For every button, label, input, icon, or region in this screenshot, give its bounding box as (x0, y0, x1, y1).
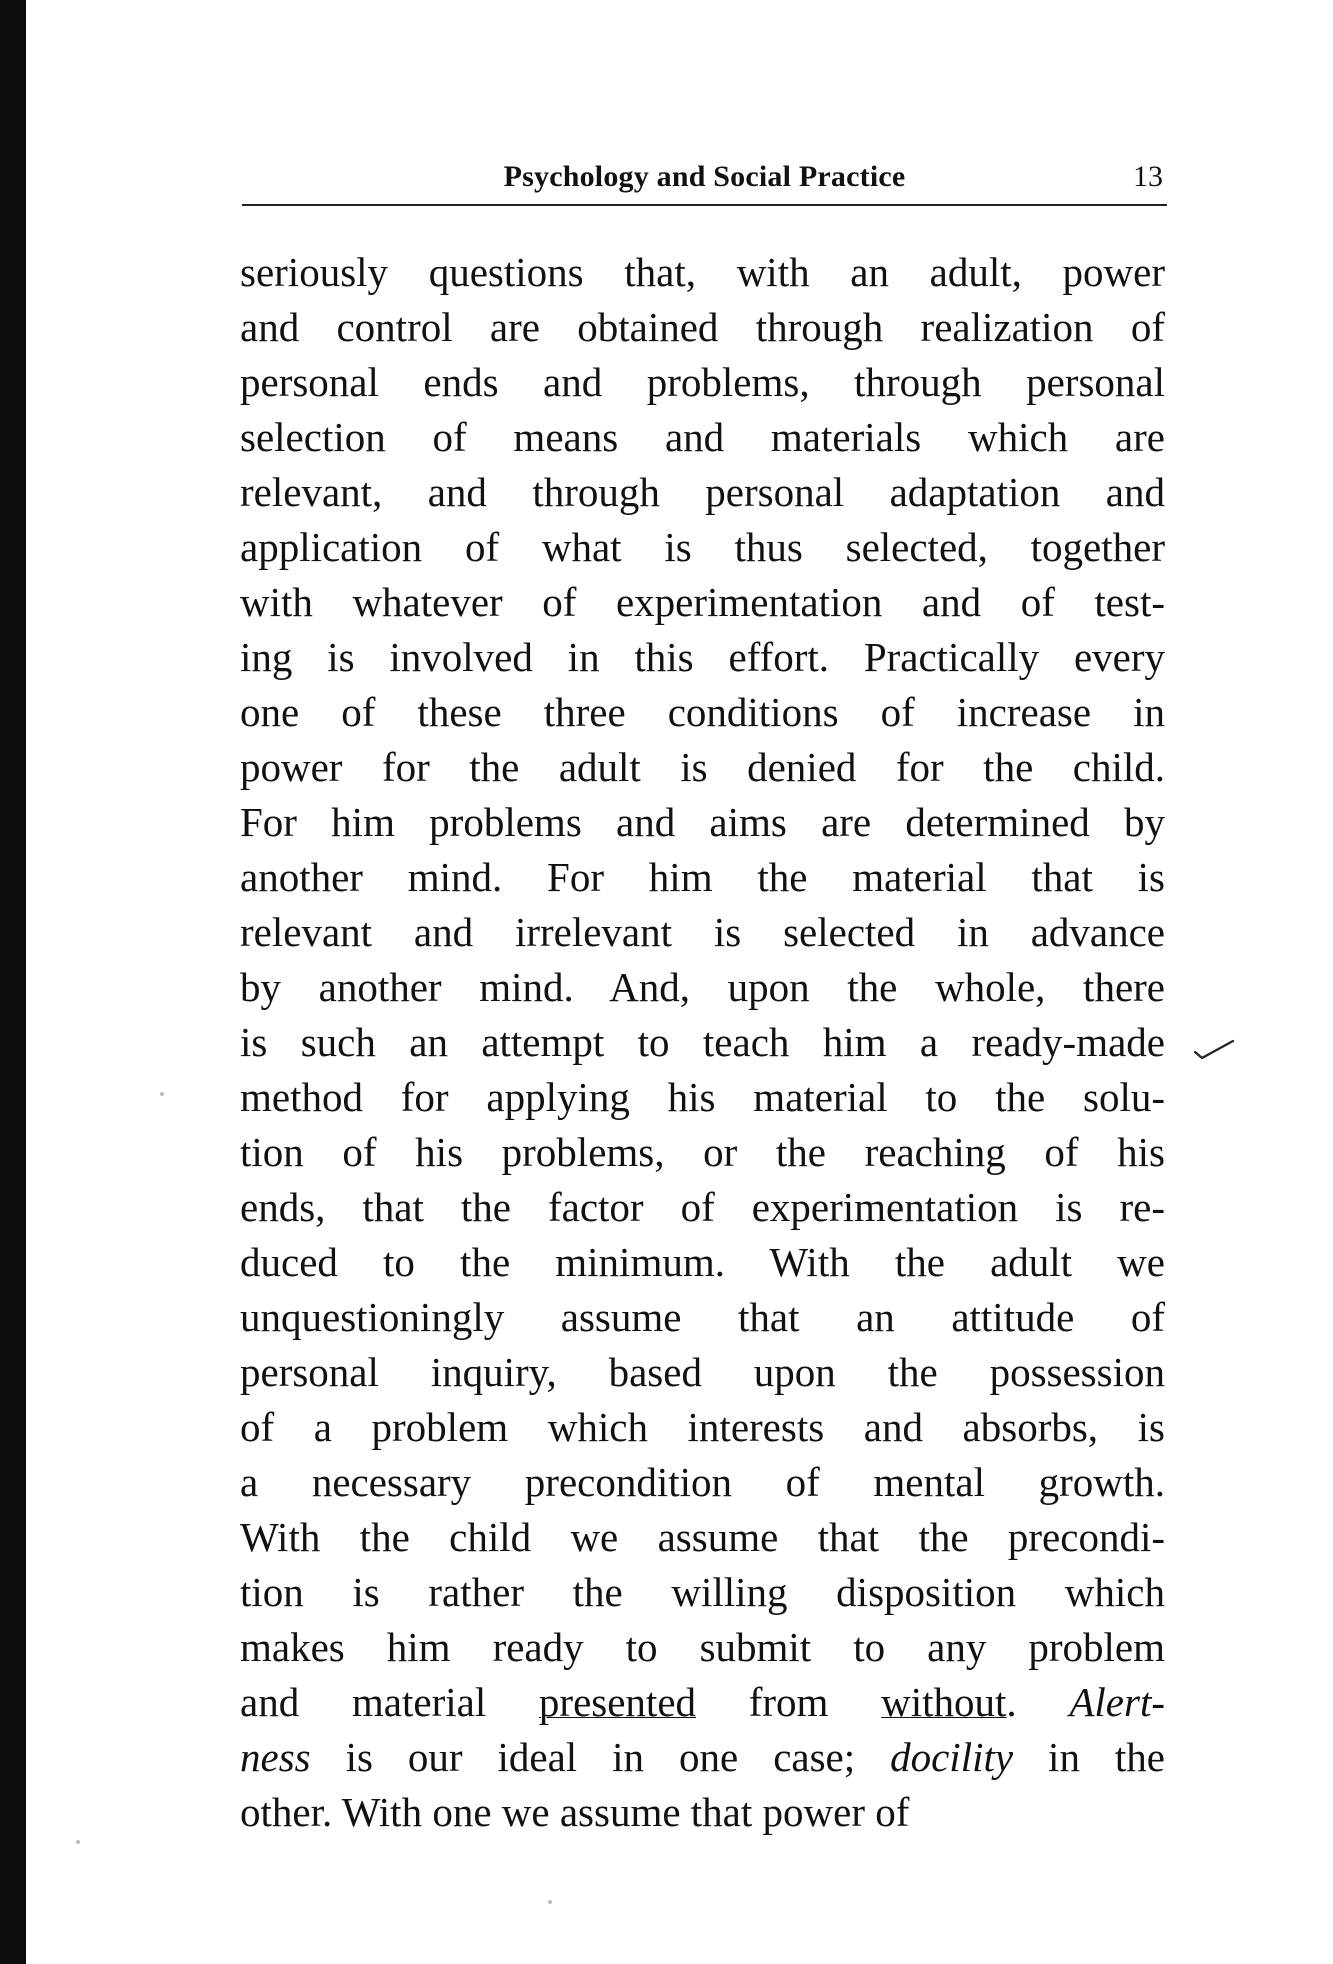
text-line: relevant, and through personal adaptation and (240, 469, 1165, 515)
page-number: 13 (1133, 160, 1163, 193)
text-line: by another mind. And, upon the whole, there (240, 964, 1165, 1010)
body-text (240, 245, 1165, 1840)
text-line: selection of means and materials which are (240, 414, 1165, 460)
text-line: is such an attempt to teach him a ready-made (240, 1019, 1165, 1065)
text-line: other. With one we assume that power of (240, 1789, 910, 1835)
text-line: duced to the minimum. With the adult we (240, 1239, 1165, 1285)
running-title: Psychology and Social Practice (503, 160, 906, 193)
text-line: ing is involved in this effort. Practically every (240, 634, 1165, 680)
line-segment: in the (1013, 1734, 1165, 1780)
text-line: personal inquiry, based upon the possession (240, 1349, 1165, 1395)
text-line: With the child we assume that the precondi- (240, 1514, 1165, 1560)
text-line: makes him ready to submit to any problem (240, 1624, 1165, 1670)
text-line: For him problems and aims are determined by (240, 799, 1165, 845)
text-line: seriously questions that, with an adult, power (240, 249, 1165, 295)
margin-speck (76, 1840, 80, 1844)
text-line: unquestioningly assume that an attitude of (240, 1294, 1165, 1340)
checkmark-icon (1192, 1038, 1236, 1064)
text-line: method for applying his material to the solu- (240, 1074, 1165, 1120)
text-line: and control are obtained through realization of (240, 304, 1165, 350)
text-line: another mind. For him the material that is (240, 854, 1165, 900)
underlined-word-presented: presented (538, 1679, 697, 1725)
running-head (242, 158, 1167, 206)
text-line: application of what is thus selected, together (240, 524, 1165, 570)
text-line (240, 1675, 1165, 1730)
italic-word-docility: docility (890, 1734, 1014, 1780)
italic-word-alertness: Alert- (1069, 1679, 1166, 1725)
text-line: tion of his problems, or the reaching of his (240, 1129, 1165, 1175)
italic-word-ness: ness (240, 1734, 311, 1780)
line-segment: . (1006, 1679, 1070, 1725)
binding-edge (0, 0, 26, 1964)
text-line: of a problem which interests and absorbs, is (240, 1404, 1165, 1450)
margin-speck (548, 1900, 552, 1904)
text-line: with whatever of experimentation and of test- (240, 579, 1165, 625)
line-segment: and material (240, 1679, 539, 1725)
text-line: tion is rather the willing disposition which (240, 1569, 1165, 1615)
text-line: one of these three conditions of increase in (240, 689, 1165, 735)
margin-speck (160, 1092, 164, 1096)
text-line: relevant and irrelevant is selected in advance (240, 909, 1165, 955)
line-segment: is our ideal in one case; (310, 1734, 891, 1780)
line-segment: from (696, 1679, 882, 1725)
text-line: a necessary precondition of mental growth. (240, 1459, 1165, 1505)
text-line (240, 1730, 1165, 1785)
text-line: personal ends and problems, through personal (240, 359, 1165, 405)
text-line: ends, that the factor of experimentation is re- (240, 1184, 1165, 1230)
underlined-word-without: without (881, 1679, 1007, 1725)
text-line: power for the adult is denied for the child. (240, 744, 1165, 790)
